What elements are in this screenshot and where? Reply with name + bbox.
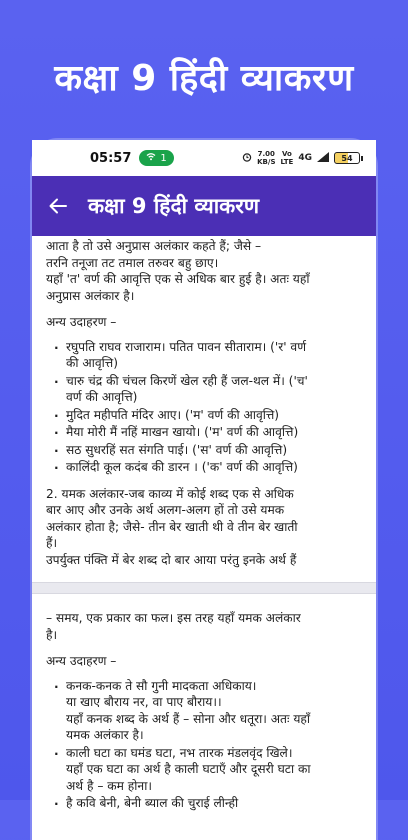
intro-paragraph bbox=[46, 610, 362, 643]
content-card-2 bbox=[46, 608, 362, 812]
other-examples-label: अन्य उदाहरण – bbox=[46, 654, 117, 668]
list-item: . मुदित महीपति मंदिर आए। ('म' वर्ण की आवृत्ति) bbox=[54, 407, 362, 424]
wifi-badge-count: 1 bbox=[160, 152, 167, 164]
text-line: है। bbox=[46, 627, 58, 642]
list-item: . सठ सुधरहिं सत संगति पाई। ('स' वर्ण की आवृत्ति) bbox=[54, 442, 362, 459]
text-line: उपर्युक्त पंक्ति में बेर शब्द दो बार आया परंतु इनके अर्थ हैं bbox=[46, 552, 297, 567]
content-card-1 bbox=[46, 236, 362, 568]
promo-title: कक्षा 9 हिंदी व्याकरण bbox=[54, 58, 354, 99]
examples-list bbox=[46, 339, 362, 476]
text-line: तरनि तनूजा तट तमाल तरुवर बहु छाए। bbox=[46, 255, 219, 270]
content-scroll[interactable] bbox=[32, 236, 376, 812]
app-title: कक्षा 9 हिंदी व्याकरण bbox=[88, 194, 260, 218]
wifi-icon bbox=[146, 152, 156, 164]
text-line: हैं। bbox=[46, 536, 58, 550]
app-bar bbox=[32, 176, 376, 236]
text-line: यहाँ 'त' वर्ण की आवृत्ति एक से अधिक बार हुई है। अतः यहाँ bbox=[46, 272, 310, 286]
text-line: अनुप्रास अलंकार है। bbox=[46, 288, 135, 303]
signal-label: 4G bbox=[298, 153, 312, 163]
signal-icon bbox=[317, 152, 329, 164]
list-item: . कालिंदी कूल कदंब की डारन । ('क' वर्ण की आवृत्ति) bbox=[54, 459, 362, 476]
list-item: . कनक-कनक ते सौ गुनी मादकता अधिकाय। या खाए बौराय नर, वा पाए बौराय।। यहाँ कनक शब्द के अर्थ हैं – सोना और धतूरा। अतः यहाँ यमक अलंकार है। bbox=[54, 678, 362, 744]
intro-paragraph bbox=[46, 238, 362, 304]
alarm-icon bbox=[242, 152, 252, 164]
list-item: . मैया मोरी मैं नहिं माखन खायो। ('म' वर्ण की आवृत्ति) bbox=[54, 424, 362, 441]
battery-icon: 54 bbox=[334, 152, 360, 164]
examples-list bbox=[46, 678, 362, 812]
status-time: 05:57 bbox=[90, 150, 132, 166]
list-item: . रघुपति राघव राजाराम। पतित पावन सीताराम। ('र' वर्ण की आवृत्ति) bbox=[54, 339, 362, 372]
status-right bbox=[242, 150, 360, 166]
yamak-paragraph bbox=[46, 486, 362, 569]
list-item: . चारु चंद्र की चंचल किरणें खेल रही हैं जल-थल में। ('च' वर्ण की आवृत्ति) bbox=[54, 373, 362, 406]
network-speed: 7.00 KB/S bbox=[257, 150, 276, 166]
text-line: आता है तो उसे अनुप्रास अलंकार कहते हैं; जैसे – bbox=[46, 239, 262, 253]
phone-frame bbox=[32, 140, 376, 840]
text-line: अलंकार होता है; जैसे- तीन बेर खाती थी वे तीन बेर खाती bbox=[46, 519, 298, 534]
other-examples-label: अन्य उदाहरण – bbox=[46, 315, 117, 329]
arrow-left-icon[interactable] bbox=[44, 192, 72, 220]
text-line: 2. यमक अलंकार-जब काव्य में कोई शब्द एक से अधिक bbox=[46, 486, 294, 501]
wifi-badge bbox=[139, 150, 173, 166]
volte-indicator: Vo LTE bbox=[280, 150, 294, 166]
list-item: . है कवि बेनी, बेनी ब्याल की चुराई लीन्ही bbox=[54, 795, 362, 812]
section-divider bbox=[32, 582, 376, 594]
text-line: बार आए और उनके अर्थ अलग-अलग हों तो उसे यमक bbox=[46, 503, 285, 517]
list-item: . काली घटा का घमंड घटा, नभ तारक मंडलवृंद खिले। यहाँ एक घटा का अर्थ है काली घटाएँ और दूसरी घटा का अर्थ है – कम होना। bbox=[54, 745, 362, 795]
text-line: – समय, एक प्रकार का फल। इस तरह यहाँ यमक अलंकार bbox=[46, 611, 301, 625]
status-bar bbox=[32, 140, 376, 176]
